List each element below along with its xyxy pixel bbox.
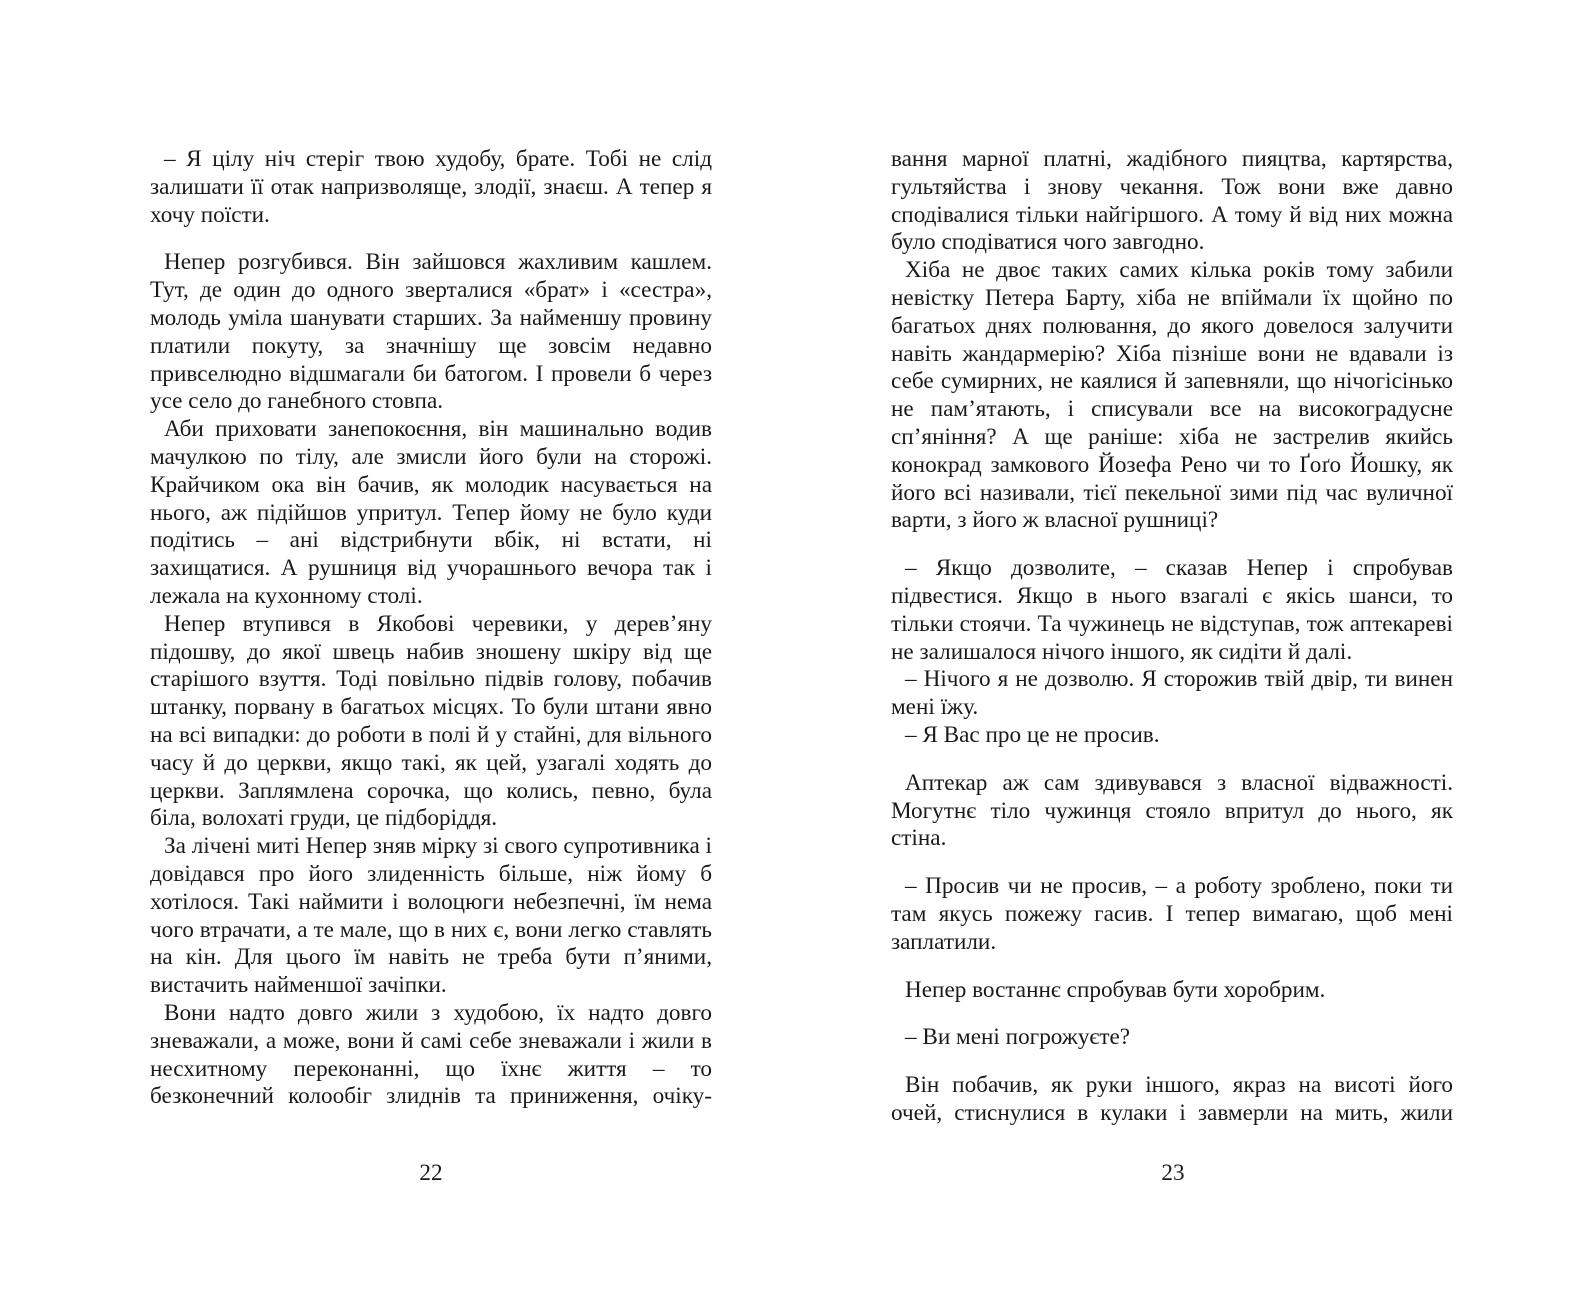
paragraph: Аби приховати занепокоєння, він машинально водив мачулкою по тілу, але змисли його були на сторожі. Крайчиком ока він бачив, як молодик насувається на нього, аж підійшов упритул. Тепер йому не було куди подітись – ані відстрибнути вбік, ні встати, ні захищатися. А рушниця від учорашнього вечора так і лежала на кухонному столі. bbox=[150, 416, 712, 609]
paragraph: вання марної платні, жадібного пияцтва, картярства, гультяйства і знову чекання. Тож вони вже давно сподівалися тільки найгіршого. А тому й від них можна було сподіватися чого завгодно. bbox=[891, 146, 1453, 256]
left-page bbox=[150, 146, 712, 1111]
page-number-left: 22 bbox=[419, 1160, 443, 1186]
paragraph: – Я цілу ніч стеріг твою худобу, брате. Тобі не слід залишати її отак напризволяще, злодії, знаєш. А тепер я хочу поїсти. bbox=[150, 146, 712, 228]
paragraph: – Просив чи не просив, – а роботу зроблено, поки ти там якусь пожежу гасив. І тепер вимагаю, щоб мені заплатили. bbox=[891, 873, 1453, 955]
paragraph: За лічені миті Непер зняв мірку зі свого супротивника і довідався про його злиденність більше, ніж йому б хотілося. Такі наймити і волоцюги небезпечні, їм нема чого втрачати, а те мале, що в них є, вони легко ставлять на кін. Для цього їм навіть не треба бути п’яними, вистачить найменшої зачіпки. bbox=[150, 833, 712, 999]
paragraph: Хіба не двоє таких самих кілька років тому забили невістку Петера Барту, хіба не впіймали їх щойно по багатьох днях полювання, до якого довелося залучити навіть жандармерію? Хіба пізніше вони не вдавали із себе сумирних, не каялися й запевняли, що нічогісінько не пам’ятають, і списували все на високоградусне сп’яніння? А ще раніше: хіба не застрелив якийсь конокрад замкового Йозефа Рено чи то Ґоґо Йошку, як його всі називали, тієї пекельної зими під час вуличної варти, з його ж власної рушниці? bbox=[891, 257, 1453, 534]
paragraph: Непер втупився в Якобові черевики, у дерев’яну підошву, до якої швець набив зношену шкіру від ще старішого взуття. Тоді повільно підвів голову, побачив штанку, порвану в багатьох місцях. То були штани явно на всі випадки: до роботи в полі й у стайні, для вільного часу й до церкви, якщо такі, як цей, узагалі ходять до церкви. Заплямлена сорочка, що колись, певно, була біла, волохаті груди, це підборіддя. bbox=[150, 610, 712, 832]
paragraph: Непер розгубився. Він зайшовся жахливим кашлем. Тут, де один до одного зверталися «брат» і «сестра», молодь уміла шанувати старших. За найменшу провину платили покуту, за значнішу ще зовсім недавно привселюдно відшмагали би батогом. І провели б через усе село до ганебного стовпа. bbox=[150, 249, 712, 415]
paragraph: – Я Вас про це не просив. bbox=[905, 721, 1160, 748]
paragraph: – Нічого я не дозволю. Я сторожив твій двір, ти винен мені їжу. bbox=[891, 666, 1453, 721]
paragraph: Непер востаннє спробував бути хоробрим. bbox=[905, 976, 1326, 1003]
page-number-right: 23 bbox=[1161, 1160, 1185, 1186]
paragraph: Аптекар аж сам здивувався з власної відважності. Могутнє тіло чужинця стояло впритул до нього, як стіна. bbox=[891, 769, 1453, 852]
paragraph: Він побачив, як руки іншого, якраз на висоті його очей, стиснулися в кулаки і завмерли на мить, жили bbox=[891, 1072, 1453, 1126]
paragraph: Вони надто довго жили з худобою, їх надто довго зневажали, а може, вони й самі себе зневажали і жили в несхитному переконанні, що їхнє життя – то безконечний колообіг злиднів та приниження, очіку- bbox=[150, 999, 712, 1110]
paragraph: – Ви мені погрожуєте? bbox=[905, 1024, 1131, 1051]
right-page bbox=[891, 146, 1453, 1128]
paragraph: – Якщо дозволите, – сказав Непер і спробував підвестися. Якщо в нього взагалі є якісь шанси, то тільки стоячи. Та чужинець не відступав, тож аптекареві не залишалося нічого іншого, як сидіти й далі. bbox=[891, 555, 1453, 665]
